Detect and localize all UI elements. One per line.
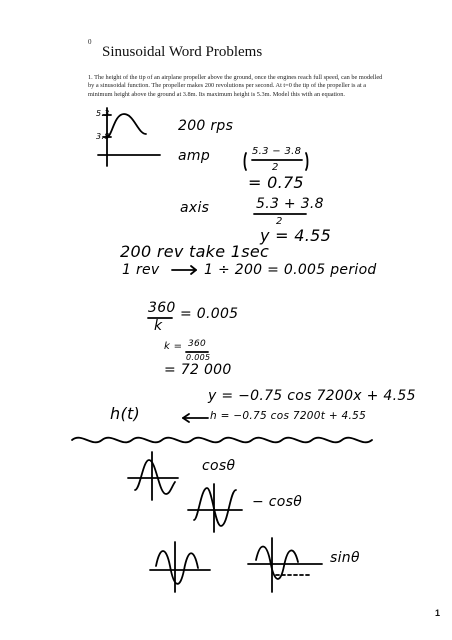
graph-min-label: 3.8 bbox=[96, 132, 110, 141]
rev-line-1: 200 rev take 1sec bbox=[120, 242, 270, 261]
cos-label: cosθ bbox=[202, 458, 236, 474]
k-calc-denominator: 0.005 bbox=[186, 353, 211, 362]
equation-h-label: h(t) bbox=[110, 404, 141, 423]
k-calc-numerator: 360 bbox=[188, 339, 207, 349]
amp-result: = 0.75 bbox=[248, 173, 304, 192]
k-calc-left: k = bbox=[164, 341, 183, 352]
k-fraction-denominator: k bbox=[154, 318, 163, 334]
amp-denominator: 2 bbox=[272, 162, 279, 173]
graph-max-label: 5.3 bbox=[96, 109, 110, 118]
k-fraction-numerator: 360 bbox=[148, 300, 176, 316]
neg-cos-label: − cosθ bbox=[252, 494, 303, 510]
axis-numerator: 5.3 + 3.8 bbox=[256, 196, 324, 212]
wave-graph-left bbox=[150, 542, 210, 592]
page-title: Sinusoidal Word Problems bbox=[102, 44, 263, 60]
axis-result: y = 4.55 bbox=[260, 226, 332, 245]
axis-label: axis bbox=[180, 200, 210, 216]
axis-denominator: 2 bbox=[276, 216, 283, 227]
rev-line-2-left: 1 rev bbox=[122, 262, 160, 278]
equation-h: h = −0.75 cos 7200t + 4.55 bbox=[210, 410, 367, 422]
corner-mark: 0 bbox=[88, 38, 92, 46]
problem-statement: 1. The height of the tip of an airplane propeller above the ground, once the engines reach full speed, can be modelled by a sinusoidal function. The propeller makes 200 revolutions per second. At t=0 the tip of the propeller is at a minimum height above the ground at 3.8m. Its maximum height is 5.3m. Model this with an equation. bbox=[88, 74, 383, 98]
k-result: = 72 000 bbox=[164, 362, 232, 378]
page-number: 1 bbox=[434, 608, 440, 618]
rev-line-2-right: 1 ÷ 200 = 0.005 period bbox=[204, 262, 377, 278]
amp-close-paren bbox=[306, 153, 308, 170]
neg-cos-graph bbox=[188, 484, 242, 532]
wavy-divider bbox=[72, 438, 372, 443]
amp-open-paren bbox=[245, 153, 247, 170]
k-equals: = 0.005 bbox=[180, 306, 239, 322]
amp-label: amp bbox=[178, 148, 211, 164]
sin-label: sinθ bbox=[330, 550, 360, 566]
cos-graph bbox=[128, 452, 178, 500]
equation-y: y = −0.75 cos 7200x + 4.55 bbox=[208, 388, 416, 404]
sin-graph bbox=[248, 538, 322, 592]
rps-note: 200 rps bbox=[178, 118, 234, 134]
amp-numerator: 5.3 − 3.8 bbox=[252, 146, 302, 157]
